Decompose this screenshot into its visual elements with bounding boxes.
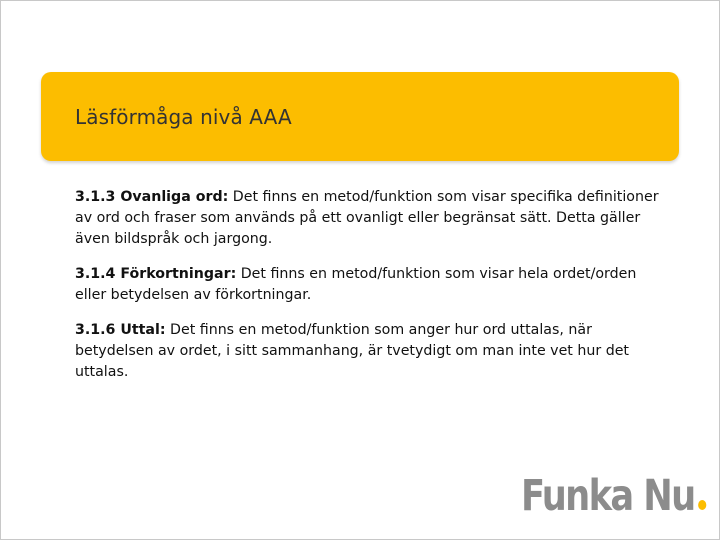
criterion-paragraph: [75, 320, 665, 383]
criterion-paragraph: [75, 187, 665, 250]
criterion-text: Det finns en metod/funktion som visar hela ordet/orden eller betydelsen av förkortningar.: [75, 266, 637, 303]
title-banner: [41, 72, 679, 161]
slide-title: Läsförmåga nivå AAA: [75, 105, 292, 129]
logo-dot-icon: [698, 500, 706, 510]
criterion-code: 3.1.3 Ovanliga ord:: [75, 189, 229, 205]
criterion-code: 3.1.6 Uttal:: [75, 322, 166, 338]
criterion-code: 3.1.4 Förkortningar:: [75, 266, 237, 282]
criterion-paragraph: [75, 264, 665, 306]
body-content: [75, 187, 665, 397]
funka-nu-logo: [521, 471, 706, 521]
criterion-text: Det finns en metod/funktion som visar specifika definitioner av ord och fraser som används på ett ovanligt eller begränsat sätt. Detta gäller även bildspråk och jargong.: [75, 189, 659, 247]
logo-text: Funka Nu: [521, 471, 695, 521]
criterion-text: Det finns en metod/funktion som anger hur ord uttalas, när betydelsen av ordet, i sitt sammanhang, är tvetydigt om man inte vet hur det uttalas.: [75, 322, 629, 380]
